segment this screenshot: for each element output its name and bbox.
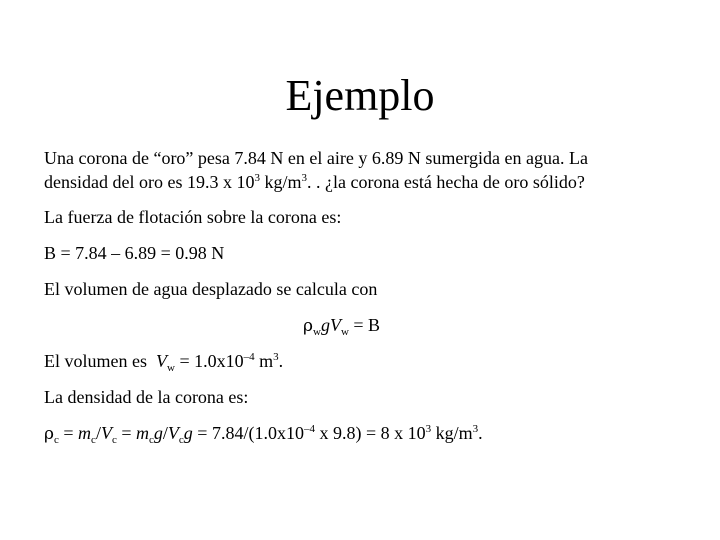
- volume-equation: [0, 313, 720, 338]
- subscript: w: [340, 326, 349, 338]
- subscript: c: [54, 434, 59, 446]
- eq-text: =: [116, 423, 136, 443]
- subscript: c: [91, 434, 96, 446]
- exponent: 3: [472, 423, 479, 435]
- exponent: 3: [301, 172, 307, 184]
- rho-symbol: ρ: [44, 424, 54, 444]
- density-equation: [44, 421, 684, 446]
- subscript: w: [166, 362, 175, 374]
- subscript: c: [111, 434, 117, 446]
- volume-prefix: El volumen es: [44, 351, 156, 371]
- problem-text-2c: . . ¿la corona está hecha de oro sólido?: [306, 172, 585, 192]
- v-symbol: V: [329, 315, 341, 335]
- volume-result: [44, 349, 684, 373]
- buoyancy-equation: B = 7.84 – 6.89 = 0.98 N: [44, 243, 225, 263]
- period: .: [278, 351, 284, 371]
- v-symbol: V: [155, 351, 167, 371]
- m-symbol: m: [136, 423, 149, 443]
- problem-line-1: [44, 146, 684, 170]
- eq-text: =: [58, 423, 79, 443]
- exponent: –4: [303, 423, 315, 435]
- equation-rest: = B: [348, 315, 381, 335]
- slide-title: Ejemplo: [285, 71, 435, 120]
- exponent: 3: [425, 423, 432, 435]
- density-intro: La densidad de la corona es:: [44, 387, 249, 407]
- period: .: [478, 423, 483, 443]
- eq-text: = 7.84/(1.0x10: [192, 423, 304, 443]
- v-symbol: V: [167, 423, 179, 443]
- subscript: c: [149, 434, 154, 446]
- subscript: w: [313, 326, 321, 338]
- problem-text-1: Una corona de “oro” pesa 7.84 N en el aire y 6.89 N sumergida en agua. La: [44, 148, 588, 168]
- g-symbol: g: [183, 423, 193, 443]
- exponent: 3: [254, 172, 260, 184]
- eq-text: /: [162, 423, 168, 443]
- exponent: 3: [273, 351, 279, 363]
- eq-text: /: [95, 423, 101, 443]
- g-symbol: g: [153, 423, 163, 443]
- volume-intro: El volumen de agua desplazado se calcula con: [44, 279, 378, 299]
- problem-line-2: [44, 170, 684, 194]
- buoyancy-intro: La fuerza de flotación sobre la corona es:: [44, 207, 342, 227]
- volume-value: = 1.0x10: [174, 351, 244, 371]
- problem-text-2b: kg/m: [259, 172, 302, 192]
- rho-symbol: ρ: [303, 316, 313, 336]
- problem-text-2a: densidad del oro es 19.3 x 10: [44, 172, 255, 192]
- g-symbol: g: [320, 315, 330, 335]
- subscript: c: [178, 434, 184, 446]
- eq-text: x 9.8) = 8 x 10: [314, 423, 426, 443]
- v-symbol: V: [100, 423, 112, 443]
- eq-text: kg/m: [431, 423, 473, 443]
- m-symbol: m: [78, 423, 92, 443]
- volume-unit: m: [254, 351, 274, 371]
- exponent: –4: [243, 351, 255, 363]
